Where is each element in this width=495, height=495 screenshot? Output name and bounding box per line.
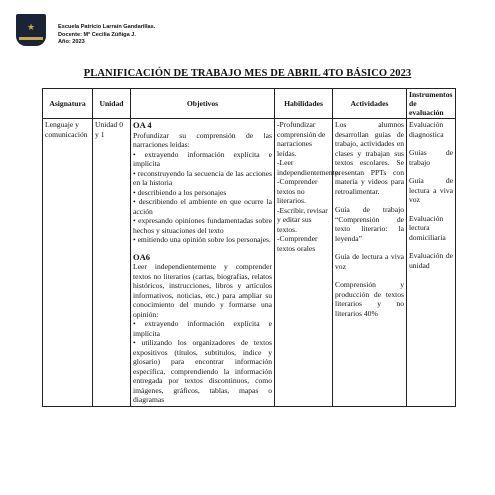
star-icon: ★ bbox=[26, 21, 36, 32]
list-item: -Leer independientemente. bbox=[277, 158, 341, 177]
list-item: Guía de lectura a viva voz bbox=[335, 252, 404, 271]
list-item: Evaluación lectura domiciliaria bbox=[409, 213, 446, 242]
oa4-intro: Profundizar su comprensión de las narraciones leídas: bbox=[133, 130, 272, 149]
cell-instrumentos bbox=[407, 119, 456, 407]
col-instrumentos: Instrumentos de evaluación bbox=[407, 89, 456, 119]
oa6-bullets bbox=[133, 319, 272, 405]
document-title: PLANIFICACIÓN DE TRABAJO MES DE ABRIL 4TO BÁSICO 2023 bbox=[83, 68, 412, 79]
school-info bbox=[58, 24, 155, 47]
oa6-intro: Leer independientemente y comprender textos no literarios (cartas, biografías, relatos históricos, instrucciones, libros y artículos informativos, noticias, etc.) para ampliar su conocimiento del mundo y formarse una opinión: bbox=[133, 262, 272, 319]
year: Año: 2023 bbox=[58, 39, 85, 45]
cell-unidad: Unidad 0 y 1 bbox=[93, 119, 131, 407]
list-item: Guías de trabajo bbox=[409, 148, 453, 167]
cell-habilidades bbox=[275, 119, 341, 407]
col-unidad: Unidad bbox=[93, 89, 131, 119]
document-header bbox=[16, 14, 155, 47]
school-crest-icon bbox=[16, 14, 46, 46]
list-item: • describiendo a los personajes bbox=[133, 188, 272, 198]
planning-table bbox=[42, 88, 456, 407]
crest-band bbox=[19, 37, 43, 40]
list-item: -Profundizar comprensión de narraciones leídas. bbox=[277, 120, 326, 158]
list-item: -Comprender textos no literarios. bbox=[277, 177, 318, 205]
oa4-title: OA 4 bbox=[133, 120, 152, 130]
list-item: Comprensión y producción de textos literarios y no literarios 40% bbox=[335, 280, 404, 318]
list-item: Evaluación de unidad bbox=[409, 251, 453, 270]
col-actividades: Actividades bbox=[333, 89, 407, 119]
list-item: • reconstruyendo la secuencia de las acciones en la historia bbox=[133, 169, 272, 188]
list-item: • describiendo el ambiente en que ocurre la acción bbox=[133, 197, 272, 216]
col-habilidades: Habilidades bbox=[275, 89, 333, 119]
cell-asignatura: Lenguaje y comunicación bbox=[43, 119, 93, 407]
list-item: • utilizando los organizadores de textos expositivos (títulos, subtítulos, índice y glosario) para encontrar información específica, comprendiendo la información entregada por textos discontinuos, como imágenes, gráficos, tablas, mapas o diagramas bbox=[133, 338, 272, 405]
teacher-name: Docente: Mª Cecilia Zúñiga J. bbox=[58, 31, 136, 38]
oa4-bullets bbox=[133, 150, 272, 245]
school-name: Escuela Patricio Larraín Gandarillas. bbox=[58, 24, 156, 30]
table-row bbox=[43, 119, 456, 407]
list-item: Evaluación diagnostica bbox=[409, 120, 444, 139]
cell-objetivos bbox=[131, 119, 275, 407]
list-item: -Escribir, revisar y editar sus textos. bbox=[277, 205, 328, 234]
list-item: Los alumnos desarrollan guías de trabajo, actividades en clases y trabajan sus textos escolares. Se presentan PPTs con materia y videos para retroalimentar. bbox=[335, 120, 404, 196]
cell-actividades bbox=[333, 119, 407, 407]
col-asignatura: Asignatura bbox=[43, 89, 93, 119]
list-item: • extrayendo información explícita e implícita bbox=[133, 319, 272, 338]
list-item: Guía de lectura a viva voz bbox=[409, 176, 453, 204]
list-item: • expresando opiniones fundamentadas sobre hechos y situaciones del texto bbox=[133, 216, 272, 235]
list-item: -Comprender textos orales bbox=[277, 234, 318, 253]
list-item: Guía de trabajo “Comprensión de texto literario: la leyenda” bbox=[335, 205, 404, 243]
list-item: • emitiendo una opinión sobre los personajes. bbox=[133, 235, 272, 245]
table-header-row bbox=[43, 89, 456, 119]
col-objetivos: Objetivos bbox=[131, 89, 275, 119]
list-item: • extrayendo información explícita e implícita bbox=[133, 150, 272, 169]
oa6-title: OA6 bbox=[133, 251, 150, 262]
